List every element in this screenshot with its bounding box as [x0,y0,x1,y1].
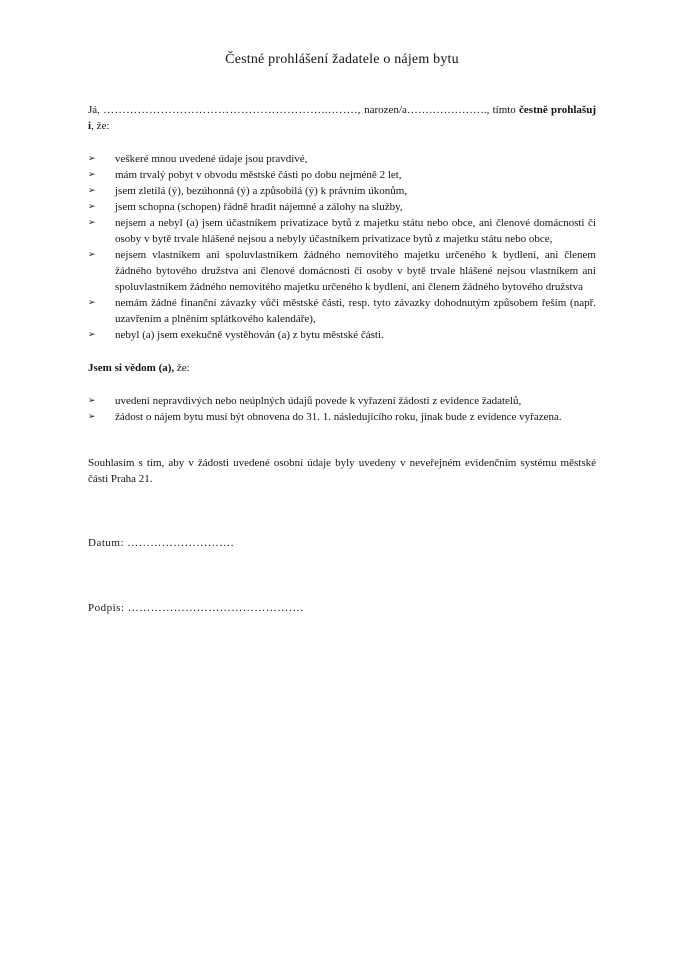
list-item [88,327,596,343]
aware-post: že: [174,362,190,374]
list-item-text: jsem zletilá (ý), bezúhonná (ý) a způsobilá (ý) k právním úkonům, [115,185,408,197]
arrow-bullet-icon: ➢ [88,154,96,164]
list-item-text: žádost o nájem bytu musí být obnovena do 31. 1. následujícího roku, jinak bude z evidence vyřazena. [115,411,562,423]
list-item [88,393,596,409]
document-title: Čestné prohlášení žadatele o nájem bytu [225,52,459,67]
aware-heading [88,360,596,376]
arrow-bullet-icon: ➢ [88,396,96,406]
list-item-text: mám trvalý pobyt v obvodu městské části po dobu nejméně 2 let, [115,169,402,181]
name-fill-in-blank: …………………………………………………...……., [103,104,361,116]
signature-line [88,600,596,616]
list-item [88,295,596,327]
declaration-list [88,151,596,343]
arrow-bullet-icon: ➢ [88,202,96,212]
list-item-text: nemám žádné finanční závazky vůči městské části, resp. tyto závazky dohodnutým způsobem řeším (např. uzavřením a plněním splátkového kalendáře), [115,297,596,325]
list-item-text: uvedení nepravdivých nebo neúplných údajů povede k vyřazení žádosti z evidence žadatelů, [115,395,522,407]
intro-bold-phrase: čestně prohlašuji [88,104,596,132]
list-item-text: jsem schopna (schopen) řádně hradit nájemné a zálohy na služby, [115,201,403,213]
list-item-text: nejsem a nebyl (a) jsem účastníkem privatizace bytů z majetku státu nebo obce, ani členové domácnosti či osoby v bytě trvale hlášené nejsou a nebyly účastníkem privatizace bytů z majetku státu nebo obce, [115,217,596,245]
list-item [88,247,596,295]
date-line [88,535,596,551]
intro-pre: Já, [88,104,100,116]
list-item [88,409,596,425]
date-label: Datum: [88,537,124,549]
list-item-text: veškeré mnou uvedené údaje jsou pravdivé, [115,153,308,165]
list-item [88,215,596,247]
arrow-bullet-icon: ➢ [88,170,96,180]
signature-label: Podpis: [88,602,125,614]
list-item-text: nejsem vlastníkem ani spoluvlastníkem žádného nemovitého majetku určeného k bydlení, ani členem žádného bytového družstva ani členové domácnosti či osoby v bytě trvale hlášené nejsou vlastníkem ani spoluvlastníkem žádného nemovitého majetku určeného k bydlení, ani členem žádného bytového družstva [115,249,596,293]
intro-mid: tímto [492,104,516,116]
born-fill-in-blank: narozen/a…………………., [364,104,490,116]
arrow-bullet-icon: ➢ [88,186,96,196]
list-item [88,151,596,167]
aware-bold-phrase: Jsem si vědom (a), [88,362,175,374]
date-fill-in-blank: ………………………. [127,537,234,549]
intro-paragraph [88,102,596,134]
arrow-bullet-icon: ➢ [88,298,96,308]
list-item [88,167,596,183]
list-item [88,183,596,199]
arrow-bullet-icon: ➢ [88,250,96,260]
arrow-bullet-icon: ➢ [88,330,96,340]
list-item [88,199,596,215]
intro-post: , že: [91,120,110,132]
list-item-text: nebyl (a) jsem exekučně vystěhován (a) z bytu městské části. [115,329,384,341]
consent-paragraph: Souhlasím s tím, aby v žádosti uvedené osobní údaje byly uvedeny v neveřejném evidenčním systému městské části Praha 21. [88,457,596,485]
arrow-bullet-icon: ➢ [88,218,96,228]
signature-fill-in-blank: ………………………………………. [127,602,304,614]
arrow-bullet-icon: ➢ [88,412,96,422]
aware-list [88,393,596,425]
